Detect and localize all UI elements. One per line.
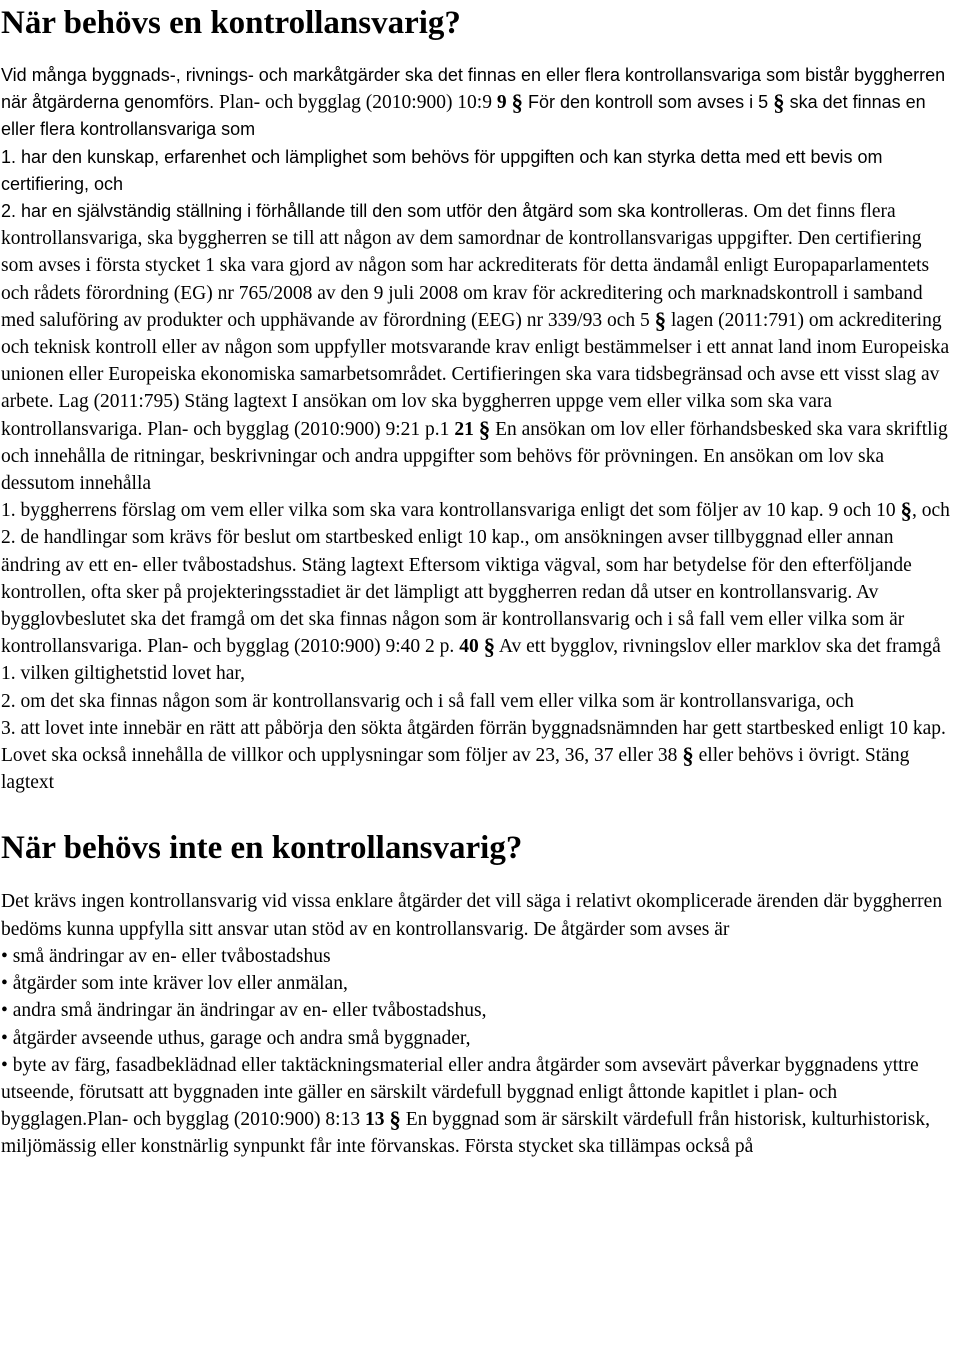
section-symbol-icon: § [773,90,785,116]
paragraph-number: 21 [454,418,474,440]
list-item: • små ändringar av en- eller tvåbostadshus [1,945,331,967]
body-text: Om det finns flera kontrollansvariga, ska byggherren se till att någon av dem samordnar de kontrollansvarigas uppgifter. Den certifiering som avses i första stycket 1 ska vara gjord av någon som har ackrediterats för detta ändamål enligt Europaparlamentets och rådets förordning (EG) nr 765/2008 av den 9 juli 2008 om krav för ackreditering och marknadskontroll i samband med saluföring av produkter och upphävande av förordning (EEG) nr 339/93 och 5 [1,201,930,331]
body-text: En ansökan om lov eller förhandsbesked ska vara skriftlig och innehålla de ritningar, beskrivningar och andra uppgifter som behövs för prövningen. En ansökan om lov ska dessutom innehålla [1,418,948,495]
law-text: ska det finnas en eller flera kontrollansvariga som [1,92,926,140]
list-item: 2. har en självständig ställning i förhållande till den som utför den åtgärd som ska kontrolleras. [1,201,749,222]
list-item: 1. byggherrens förslag om vem eller vilka som ska vara kontrollansvariga enligt det som följer av 10 kap. 9 och 10 §, och [1,498,950,524]
list-item: • andra små ändringar än ändringar av en- eller tvåbostadshus, [1,1000,487,1022]
heading-when-needed: När behövs en kontrollansvarig? [1,5,461,41]
intro-text: Vid många byggnads-, rivnings- och markåtgärder ska det finnas en eller flera kontrollansvariga som bistår byggherren när åtgärderna genomförs. [1,65,946,113]
section-symbol-icon: § [682,743,694,769]
list-item: 1. vilken giltighetstid lovet har, [1,663,246,685]
list-item: 2. om det ska finnas någon som är kontrollansvarig och i så fall vem eller vilka som är kontrollansvariga, och [1,690,854,712]
list-item: 2. de handlingar som krävs för beslut om startbesked enligt 10 kap., om ansökningen avser tillbyggnad eller annan ändring av ett en- eller tvåbostadshus. Stäng lagtext Eftersom viktiga vägval, som har betydelse för den efterföljande kontrollen, ofta sker på projekteringsstadiet är det lämpligt att byggherren redan då utser en kontrollansvarig. Av bygglovbeslutet ska det framgå om det ska finnas någon som är kontrollansvarig och i så fall vem eller vilka som är kontrollansvariga. Plan- och bygglag (2010:900) 9:40 2 p. [1,527,912,658]
list-item: 3. att lovet inte innebär en rätt att påbörja den sökta åtgärden förrän byggnadsnämnden har gett startbesked enligt 10 kap. Lovet ska också innehålla de villkor och upplysningar som följer av 23, 36, 37 eller 38 § eller behövs i övrigt. Stäng lagtext [1,717,946,794]
body-text: En byggnad som är särskilt värdefull från historisk, kulturhistorisk, miljömässig eller konstnärlig synpunkt får inte förvanskas. Första stycket ska tillämpas också på [1,1109,930,1158]
paragraph-number: 13 [364,1109,385,1131]
section-symbol-icon: § [389,1107,401,1133]
heading-when-not-needed: När behövs inte en kontrollansvarig? [1,830,523,867]
list-item: • åtgärder avseende uthus, garage och andra små byggnader, [1,1027,471,1049]
law-ref-10-9: Plan- och bygglag (2010:900) 10:9 [214,92,497,114]
section-symbol-icon: § [511,90,523,116]
list-item: • åtgärder som inte kräver lov eller anmälan, [1,973,348,995]
body-text: lagen (2011:791) om ackreditering och teknisk kontroll eller av någon som uppfyller motsvarande krav enligt bestämmelser i ett annat land inom Europeiska unionen eller Europeiska ekonomiska samarbetsområdet. Certifieringen ska vara tidsbegränsad och avse ett visst slag av arbete. Lag (2011:795) Stäng lagtext I ansökan om lov ska byggherren uppge vem eller vilka som ska vara kontrollansvariga. Plan- och bygglag (2010:900) 9:21 p.1 [1,309,950,440]
section-when-not-needed [1,888,950,1160]
list-item: 1. har den kunskap, erfarenhet och lämplighet som behövs för uppgiften och kan styrka detta med ett bevis om certifiering, och [1,146,883,194]
section-when-needed [1,62,950,796]
section-symbol-icon: § [654,307,667,333]
section-symbol-icon: § [483,634,496,660]
body-text: Av ett bygglov, rivningslov eller marklov ska det framgå [495,636,941,658]
list-item: • byte av färg, fasadbeklädnad eller taktäckningsmaterial eller andra åtgärder som avsevärt påverkar byggnadens yttre utseende, förutsatt att byggnaden inte gäller en särskilt värdefull byggnad enligt åttonde kapitlet i plan- och bygglagen.Plan- och bygglag (2010:900) 8:13 [1,1054,919,1131]
paragraph-number: 40 [459,636,479,658]
intro-text: Det krävs ingen kontrollansvarig vid vissa enklare åtgärder det vill säga i relativt okomplicerade ärenden där byggherren bedöms kunna uppfylla sitt ansvar utan stöd av en kontrollansvarig. De åtgärder som avses är [1,891,943,940]
law-text: För den kontroll som avses i 5 [522,92,774,113]
section-symbol-icon: § [478,416,491,442]
paragraph-number: 9 [496,92,507,114]
section-symbol-icon: § [900,498,912,524]
